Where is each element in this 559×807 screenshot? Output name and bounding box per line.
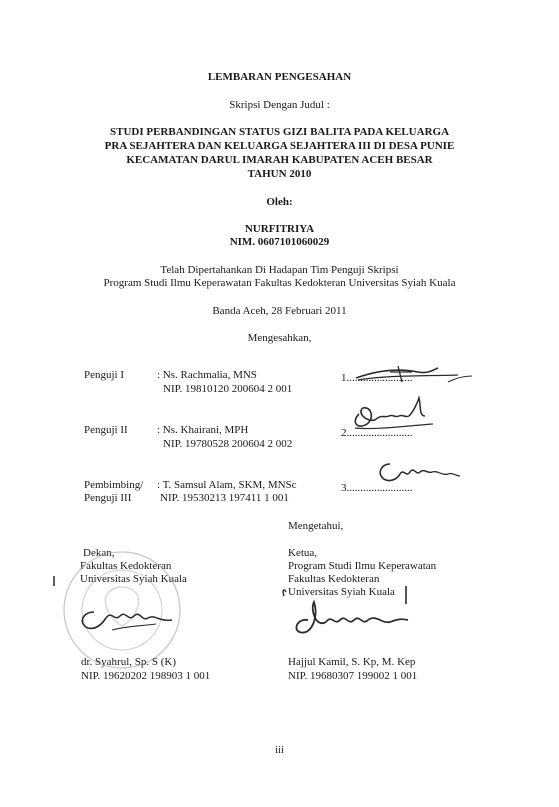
examiner-2-signature bbox=[345, 394, 445, 436]
examiner-3-role: Pembimbing/ bbox=[84, 479, 144, 491]
dean-title: Dekan, bbox=[83, 547, 115, 559]
examiner-1-nip: NIP. 19810120 200604 2 001 bbox=[163, 383, 293, 395]
subtitle: Skripsi Dengan Judul : bbox=[229, 99, 330, 111]
dean-name: dr. Syahrul, Sp. S (K) bbox=[81, 656, 177, 668]
author-name: NURFITRIYA bbox=[244, 223, 315, 235]
examiner-1-signature bbox=[338, 360, 478, 388]
head-university: Universitas Syiah Kuala bbox=[288, 586, 395, 598]
thesis-title-line-4: TAHUN 2010 bbox=[247, 168, 312, 180]
examiner-2-role: Penguji II bbox=[84, 424, 128, 436]
head-program: Program Studi Ilmu Keperawatan bbox=[288, 560, 437, 572]
thesis-title-line-3: KECAMATAN DARUL IMARAH KABUPATEN ACEH BESAR bbox=[126, 154, 433, 166]
dean-signature bbox=[72, 600, 182, 636]
examiner-3-role-2: Penguji III bbox=[84, 492, 132, 504]
page-number: iii bbox=[275, 745, 284, 756]
by-label: Oleh: bbox=[266, 196, 293, 208]
head-faculty: Fakultas Kedokteran bbox=[288, 573, 380, 585]
dean-university: Universitas Syiah Kuala bbox=[80, 573, 187, 585]
page-title: LEMBARAN PENGESAHAN bbox=[207, 71, 352, 83]
place-date: Banda Aceh, 28 Februari 2011 bbox=[212, 305, 347, 317]
examiner-3-nip: NIP. 19530213 197411 1 001 bbox=[160, 492, 289, 504]
defense-line-2: Program Studi Ilmu Keperawatan Fakultas Kedokteran Universitas Syiah Kuala bbox=[103, 277, 456, 289]
defense-line-1: Telah Dipertahankan Di Hadapan Tim Penguji Skripsi bbox=[160, 264, 399, 276]
examiner-1-name: : Ns. Rachmalia, MNS bbox=[157, 369, 257, 381]
head-name: Hajjul Kamil, S. Kp, M. Kep bbox=[288, 656, 416, 668]
head-title: Ketua, bbox=[288, 547, 318, 559]
examiner-3-signature bbox=[372, 458, 462, 492]
examiner-3-name: : T. Samsul Alam, SKM, MNSc bbox=[157, 479, 297, 491]
dean-faculty: Fakultas Kedokteran bbox=[80, 560, 172, 572]
examiner-1-sign-line: 1........................ bbox=[341, 372, 413, 384]
thesis-title-line-1: STUDI PERBANDINGAN STATUS GIZI BALITA PADA KELUARGA bbox=[109, 126, 450, 138]
head-signature bbox=[278, 580, 428, 640]
author-nim: NIM. 0607101060029 bbox=[229, 236, 330, 248]
examiner-2-name: : Ns. Khairani, MPH bbox=[157, 424, 249, 436]
examiner-2-sign-line: 2........................ bbox=[341, 427, 413, 439]
examiner-3-sign-line: 3........................ bbox=[341, 482, 413, 494]
dean-nip: NIP. 19620202 198903 1 001 bbox=[81, 670, 211, 682]
approved-label: Mengesahkan, bbox=[247, 332, 312, 344]
thesis-title-line-2: PRA SEJAHTERA DAN KELUARGA SEJAHTERA III DI DESA PUNIE bbox=[104, 140, 455, 152]
known-label: Mengetahui, bbox=[288, 520, 344, 532]
head-nip: NIP. 19680307 199002 1 001 bbox=[288, 670, 418, 682]
examiner-2-nip: NIP. 19780528 200604 2 002 bbox=[163, 438, 293, 450]
examiner-1-role: Penguji I bbox=[84, 369, 125, 381]
